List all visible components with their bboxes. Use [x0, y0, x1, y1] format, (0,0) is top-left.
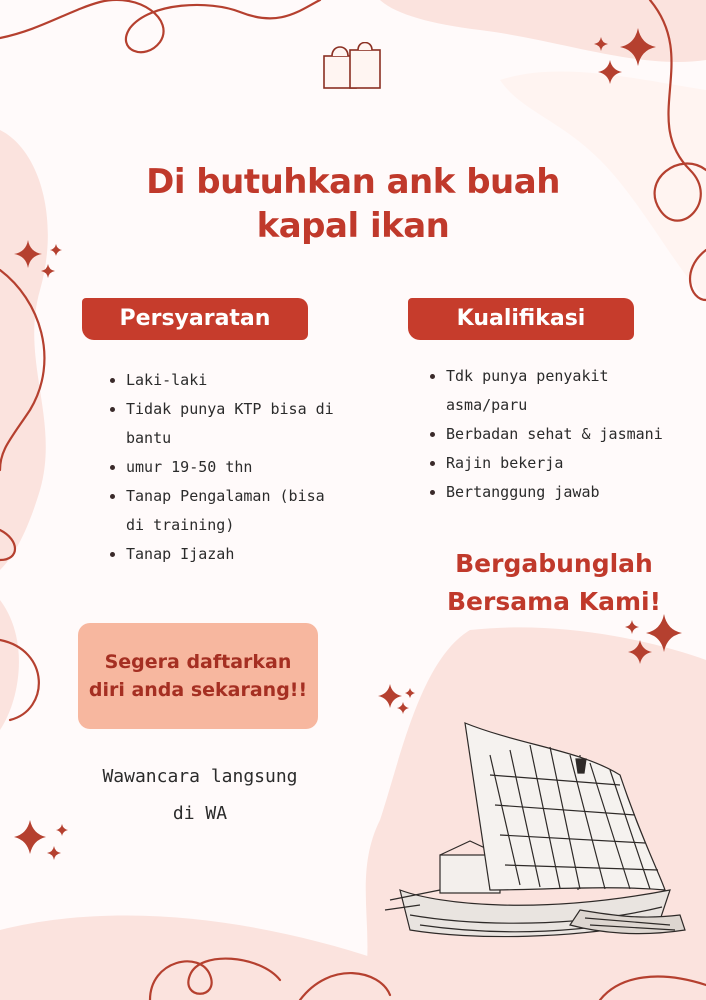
- register-now-box: [78, 623, 318, 729]
- list-item: Laki-laki: [108, 366, 348, 395]
- list-item: Tdk punya penyakit asma/paru: [428, 362, 646, 420]
- join-line-1: Bergabunglah: [455, 549, 653, 578]
- interview-line-2: di WA: [172, 803, 228, 824]
- requirements-list: [108, 366, 348, 569]
- list-item: umur 19-50 thn: [108, 453, 348, 482]
- qualifications-list: [428, 362, 698, 507]
- fishing-boat-sketch: [380, 715, 690, 975]
- requirements-heading: Persyaratan: [82, 298, 308, 340]
- join-us-heading: [404, 545, 704, 621]
- list-item: Tanap Pengalaman (bisa di training): [108, 482, 348, 540]
- interview-note: [60, 758, 340, 832]
- list-item: Tanap Ijazah: [108, 540, 348, 569]
- page-title: [0, 160, 706, 248]
- join-line-2: Bersama Kami!: [447, 587, 661, 616]
- interview-line-1: Wawancara langsung: [102, 766, 298, 787]
- title-line-1: Di butuhkan ank buah: [146, 162, 560, 202]
- cta-line-1: Segera daftarkan: [104, 651, 292, 673]
- list-item: Bertanggung jawab: [428, 478, 698, 507]
- cta-line-2: diri anda sekarang!!: [88, 679, 308, 701]
- list-item: Rajin bekerja: [428, 449, 698, 478]
- qualifications-heading: Kualifikasi: [408, 298, 634, 340]
- title-line-2: kapal ikan: [256, 206, 450, 246]
- list-item: Tidak punya KTP bisa di bantu: [108, 395, 348, 453]
- list-item: Berbadan sehat & jasmani: [428, 420, 698, 449]
